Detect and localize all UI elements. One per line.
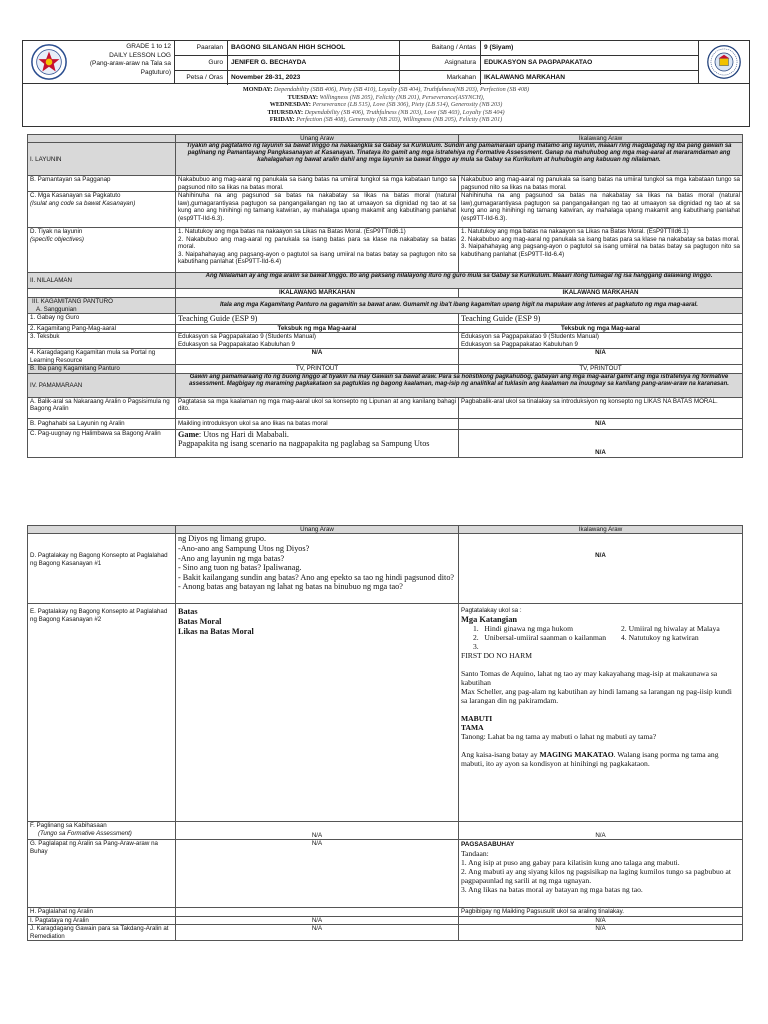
day-wednesday: WEDNESDAY: Perseverance (LB 515), Love (SB 306), Piety (LB 514), Generosity (NB 203) [269, 101, 503, 109]
col-ikalawang-araw: Ikalawang Araw [459, 135, 743, 143]
asignatura-label: Asignatura [400, 56, 481, 70]
kasanayan-day1: Nahihinuha na ang pagsunod sa batas na nakabatay sa likas na batas moral (natural law),gumagarantiyasa pagtugon sa pangangailangan ng tao at umaayon sa dignidad ng tao at sa kung ano ang hinihingi ng tamang katwiran, ay mahalaga upang makamit ang kabutihang panlahat (esp9TT-IId-6.3). [176, 192, 459, 228]
layunin-text: Tiyakin ang pagtatamo ng layunin sa bawat linggo na nakaangkla sa Gabay sa Kurikulum. Sundin ang pamamaraan upang matamo ang layunin, maaari ring magdagdag ng iba pang gawain sa paglinang ng Pamantayang Pangkasanayan at Kasanayan. Tinataya ito gamit ang mga istratehiya ng Formative Assessment. Ganap na mahuhubog ang mga mag-aaral at mararamdaman ang kahalagahan ng bawat aralin dahil ang mga layunin sa bawat linggo ay mula sa Gabay sa Kurikulum at huhubugin ang kabuuan ng nilalaman. [176, 143, 743, 176]
kasanayan-day2: Nahihinuha na ang pagsunod sa batas na nakabatay sa likas na batas moral (natural law),gumagarantiyasa pagtugon sa pangangailangan ng tao at umaayon sa dignidad ng tao at sa kung ano ang hinihingi ng tamang katwiran, ay mahalaga upang makamit ang kabutihang panlahat (esp9TT-IId-6.3). [459, 192, 743, 228]
pagtataya-day2: N/A [459, 916, 743, 924]
lesson-table-2 [27, 525, 743, 941]
pamamaraan-label: IV. PAMAMARAAN [28, 373, 176, 397]
paglinang-day1: N/A [176, 822, 459, 840]
balik-label: A. Balik-aral sa Nakaraang Aralin o Pagsisimula ng Bagong Aralin [28, 397, 176, 418]
pamantayan-day1: Nakabubuo ang mag-aaral ng panukala sa isang batas na umiiral tungkol sa mga kabataan tungo sa pagsunod nito sa likas na batas moral. [176, 176, 459, 192]
grade-text: GRADE 1 to 12 [126, 43, 171, 50]
paguugnay-day2: N/A [459, 429, 743, 457]
layunin-label: I. LAYUNIN [28, 143, 176, 176]
karagdagang-day1: N/A [176, 925, 459, 941]
col-unang-araw: Unang Araw [176, 135, 459, 143]
paglinang-cell: F. Paglinang sa Kabihasaan (Tungo sa Formative Assessment) [28, 822, 176, 840]
kasanayan-cell [28, 192, 176, 228]
markahan-label: Markahan [400, 71, 481, 85]
petsa-label: Petsa / Oras [175, 71, 228, 85]
paguugnay-label: C. Pag-uugnay ng Halimbawa sa Bagong Aralin [28, 429, 176, 457]
portal-day2: N/A [459, 349, 743, 365]
guro-value: JENIFER G. BECHAYDA [228, 56, 400, 70]
blank-markahan-cell [28, 289, 176, 298]
teksbuk-day1: Edukasyon sa Pagpapakatao 9 (Students Manual) Edukasyon sa Pagpapakatao Kabuluhan 9 [176, 333, 459, 349]
blank-header-cell-2 [28, 526, 176, 534]
paglalahat-day1 [176, 908, 459, 916]
lesson-table-1 [27, 134, 743, 458]
paaralan-value: BAGONG SILANGAN HIGH SCHOOL [228, 41, 400, 55]
info-grid [175, 41, 698, 83]
day-thursday: THURSDAY: Dependability (SB 406), Truthfulness (NB 203), Love (SB 403), Loyalty (SB 404) [267, 108, 505, 116]
markahan-day1: IKALAWANG MARKAHAN [176, 289, 459, 298]
balik-day2: Pagbabalik-aral ukol sa tinalakay sa introduksiyon ng konsepto ng LIKAS NA BATAS MORAL. [459, 397, 743, 418]
guro-label: Guro [175, 56, 228, 70]
gabay-day2: Teaching Guide (ESP 9) [459, 314, 743, 325]
paglalapat-label: G. Paglalapat ng Aralin sa Pang-Araw-araw na Buhay [28, 840, 176, 908]
gabay-day1: Teaching Guide (ESP 9) [176, 314, 459, 325]
markahan-day2: IKALAWANG MARKAHAN [459, 289, 743, 298]
pagtataya-label: I. Pagtataya ng Aralin [28, 916, 176, 924]
col-unang-araw-2: Unang Araw [176, 526, 459, 534]
petsa-value: November 28-31, 2023 [228, 71, 400, 85]
tiyak-label: D. Tiyak na layunin [30, 228, 83, 236]
paglalapat-day1: N/A [176, 840, 459, 908]
kagamitan-text: Itala ang mga Kagamitang Panturo na gagamitin sa bawat araw. Gumamit ng iba't ibang kagamitan upang higit na mapukaw ang interes at pagkatuto ng mga mag-aaral. [176, 298, 743, 314]
kagamitan-label: III. KAGAMITANG PANTURO [32, 298, 113, 306]
tiyak-cell [28, 228, 176, 273]
day-schedule [23, 84, 749, 126]
pagtalakay1-label: D. Pagtalakay ng Bagong Konsepto at Paglalahad ng Bagong Kasanayan #1 [28, 534, 176, 604]
school-seal-icon [698, 41, 749, 83]
pagtalakay1-day2: N/A [459, 534, 743, 604]
asignatura-value: EDUKASYON SA PAGPAPAKATAO [484, 59, 593, 66]
grade-box [75, 41, 175, 83]
portal-label: 4. Karagdagang Kagamitan mula sa Portal ng Learning Resource [28, 349, 176, 365]
pangmag-day1: Teksbuk ng mga Mag-aaral [176, 325, 459, 333]
karagdagang-label: J. Karagdagang Gawain para sa Takdang-Aralin at Remediation [28, 925, 176, 941]
iba-day1: TV, PRINTOUT [176, 365, 459, 373]
lesson-log-header [22, 40, 750, 127]
nilalaman-text: Ang Nilalaman ay ang mga aralin sa bawat linggo. Ito ang paksang nilalayong ituro ng guro mula sa Gabay sa Kurikulum. Maaari itong tumagal ng isa hanggang dalawang linggo. [176, 273, 743, 289]
pagtalakay1-day1: ng Diyos ng limang grupo. -Ano-ano ang Sampung Utos ng Diyos? -Ano ang layunin ng mga batas? - Sino ang tuon ng batas? Ipaliwanag. - Bakit kailangang sundin ang batas? Ano ang epekto sa tao ng hindi pagsunod dito? - Anong batas ang batayan ng lahat ng batas na binubuo ng mga tao? [176, 534, 459, 604]
day-friday: FRIDAY: Perfection (SB 408), Generosity (NB 203), Willingness (NB 205), Felicity (NB 201) [269, 116, 503, 124]
iba-label: B. Iba pang Kagamitang Panturo [28, 365, 176, 373]
pagtataya-day1: N/A [176, 916, 459, 924]
col-ikalawang-araw-2: Ikalawang Araw [459, 526, 743, 534]
kasanayan-label: C. Mga Kasanayan sa Pagkatuto [30, 192, 121, 200]
kasanayan-sub: (Isulat ang code sa bawat Kasanayan) [30, 199, 136, 207]
paghahabi-day1: Maikling introduksyon ukol sa ano likas na batas moral [176, 418, 459, 429]
log-subtitle: (Pang-araw-araw na Tala sa Pagtuturo) [89, 60, 171, 76]
pangmag-label: 2. Kagamitang Pang-Mag-aaral [28, 325, 176, 333]
markahan-value: IKALAWANG MARKAHAN [484, 74, 565, 81]
portal-day1: N/A [176, 349, 459, 365]
tiyak-day2: 1. Natutukoy ang mga batas na nakaayon sa Likas na Batas Moral. (EsP9TTIId6.1) 2. Nakabubuo ang mag-aaral ng panukala sa isang batas para sa klase na nakabatay sa batas moral. 3. Naipahahayag ang pagsang-ayon o pagtutol sa isang umiiral na batas batay sa pagtugon nito sa kabutihang panlahat (EsP9TT-IId-6.4) [459, 228, 743, 273]
paglalahat-label: H. Paglalahat ng Aralin [28, 908, 176, 916]
paghahabi-label: B. Paghahabi sa Layunin ng Aralin [28, 418, 176, 429]
pagtalakay2-day1: Batas Batas Moral Likas na Batas Moral [176, 604, 459, 822]
pamantayan-day2: Nakabubuo ang mag-aaral ng panukala sa isang batas na umiiral tungkol sa mga kabataan tungo sa pagsunod nito sa likas na batas moral. [459, 176, 743, 192]
baitang-value: 9 (Siyam) [484, 44, 514, 51]
baitang-label: Baitang / Antas [400, 41, 481, 55]
paaralan-label: Paaralan [175, 41, 228, 55]
paguugnay-day1: Game: Utos ng Hari di Mababali. Pagpapakita ng isang scenario na nagpapakita ng paglabag sa Sampung Utos [176, 429, 459, 457]
blank-header-cell [28, 135, 176, 143]
karagdagang-day2: N/A [459, 925, 743, 941]
iba-day2: TV, PRINTOUT [459, 365, 743, 373]
balik-day1: Pagtatasa sa mga kaalaman ng mga mag-aaral ukol sa konsepto ng Lipunan at ang kanilang bahagi dito. [176, 397, 459, 418]
sanggunian-label: A. Sanggunian [36, 305, 77, 313]
kagamitan-cell [28, 298, 176, 314]
pamantayan-label: B. Pamantayan sa Pagganap [28, 176, 176, 192]
log-title: DAILY LESSON LOG [109, 51, 171, 59]
paglalahat-day2: Pagbibigay ng Maikling Pagsusulit ukol sa araling tinalakay. [459, 908, 743, 916]
pagtalakay2-day2: Pagtatalakay ukol sa : Mga Katangian 1. Hindi ginawa ng mga hukom 2. Umiiral ng hiwalay at Malaya 2. Unibersal-umiiral saanman o kailanman 4. Natutukoy ng katwiran 3. FIRST DO NO HARM Santo Tomas de Aquino, lahat ng tao ay may kakayahang mag-isip at makaunawa sa kabutihan Max Scheller, ang pag-alam ng kabutihan ay hindi lamang sa larangan ng pag-iisip kundi sa larangan din ng pakiramdam. MABUTI TAMA Tanong: Lahat ba ng tama ay mabuti o lahat ng mabuti ay tama? Ang kaisa-isang batay ay MAGING MAKATAO. Walang isang porma ng tama ang mabuti, ito ay ayon sa kondisyon at hinihingi ng pagkakataon. [459, 604, 743, 822]
nilalaman-label: II. NILALAMAN [28, 273, 176, 289]
paglinang-day2: N/A [459, 822, 743, 840]
pangmag-day2: Teksbuk ng mga Mag-aaral [459, 325, 743, 333]
gabay-label: 1. Gabay ng Guro [28, 314, 176, 325]
paglalapat-day2: PAGSASABUHAY Tandaan: 1. Ang isip at puso ang gabay para kilatisin kung ano talaga ang mabuti. 2. Ang mabuti ay ang siyang kilos ng pagsisikap na laging kumilos tungo sa pagbubuo at pagpapaunlad ng sarili at ng mga ugnayan. 3. Ang likas na batas moral ay batayan ng mga batas ng tao. [459, 840, 743, 908]
teksbuk-day2: Edukasyon sa Pagpapakatao 9 (Students Manual) Edukasyon sa Pagpapakatao Kabuluhan 9 [459, 333, 743, 349]
day-tuesday: TUESDAY: Willingness (NB 205), Felicity (NB 201), Perseverance(ASYNCH), [287, 93, 485, 101]
deped-seal-icon [23, 41, 75, 83]
pamamaraan-text: Gawin ang pamamaraang ito ng buong linggo at tiyakin na may Gawain sa bawat araw. Para sa holistikong pagkahubog, gabayan ang mga mag-aaral gamit ang mga istratehiya ng formative assessment. Magbigay ng maraming pagkakataon sa pagtuklas ng bagong kaalaman, mag-isip ng analitikal at tuklasin ang kaalaman na inuugnay sa kanilang pang-araw-araw na karanasan. [176, 373, 743, 397]
tiyak-day1: 1. Natutukoy ang mga batas na nakaayon sa Likas na Batas Moral. (EsP9TTIId6.1) 2. Nakabubuo ang mag-aaral ng panukala sa isang batas para sa klase na nakabatay sa batas moral. 3. Naipahahayag ang pagsang-ayon o pagtutol sa isang umiiral na batas batay sa pagtugon nito sa kabutihang panlahat (EsP9TT-IId-6.4) [176, 228, 459, 273]
tiyak-sub: (specific objectives) [30, 235, 84, 243]
paghahabi-day2: N/A [459, 418, 743, 429]
day-monday: MONDAY: Dependability (SBB 406), Piety (SB 410), Loyalty (SB 404), Truthfulness(NB 203), Perfection (SB 408) [242, 86, 530, 93]
teksbuk-label: 3. Teksbuk [28, 333, 176, 349]
pagtalakay2-label: E. Pagtalakay ng Bagong Konsepto at Paglalahad ng Bagong Kasanayan #2 [28, 604, 176, 822]
